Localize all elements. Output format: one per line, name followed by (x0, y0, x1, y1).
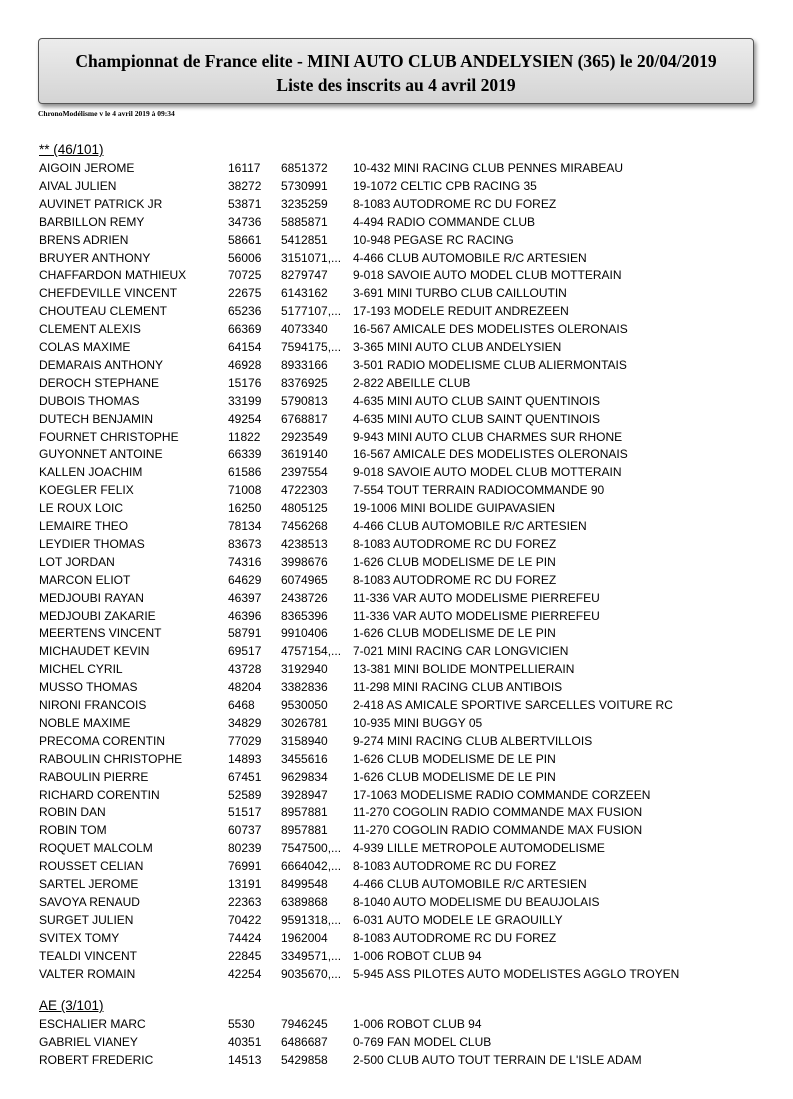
registrant-license: 2397554 (281, 465, 328, 480)
registrant-name: FOURNET CHRISTOPHE (39, 429, 179, 444)
registrant-name: BRENS ADRIEN (39, 232, 129, 247)
registrant-license: 3026781 (281, 715, 328, 730)
registrant-license: 3235259 (281, 196, 328, 211)
registrant-club: 9-018 SAVOIE AUTO MODEL CLUB MOTTERAIN (353, 268, 622, 283)
registrant-license: 9035670,... (281, 966, 342, 981)
registrant-license: 5177107,... (281, 304, 342, 319)
registrant-club: 19-1072 CELTIC CPB RACING 35 (353, 178, 537, 193)
registrant-name: ESCHALIER MARC (39, 1017, 146, 1031)
registrant-name: KOEGLER FELIX (39, 483, 134, 498)
registrant-number: 16250 (228, 501, 262, 516)
table-row (39, 821, 739, 839)
table-row (39, 535, 739, 553)
generation-timestamp: ChronoModélisme v le 4 avril 2019 à 09:34 (38, 109, 175, 118)
table-row (39, 177, 739, 195)
table-row (39, 428, 739, 446)
table-row (39, 499, 739, 517)
registrant-name: ROQUET MALCOLM (39, 841, 153, 856)
registrant-number: 43728 (228, 662, 262, 677)
section-title: ** (46/101) (39, 142, 104, 157)
registrant-license: 3192940 (281, 662, 328, 677)
registrant-name: ROBIN TOM (39, 823, 107, 838)
registrant-number: 38272 (228, 178, 262, 193)
registrant-name: MEERTENS VINCENT (39, 626, 162, 641)
registrant-license: 4073340 (281, 322, 328, 337)
registrant-name: ROBIN DAN (39, 805, 106, 820)
registrant-license: 7946245 (281, 1017, 328, 1031)
registrant-number: 46397 (228, 590, 262, 605)
registrant-license: 8957881 (281, 805, 328, 820)
registrant-number: 80239 (228, 841, 262, 856)
table-row (39, 750, 739, 768)
registrant-club: 4-939 LILLE METROPOLE AUTOMODELISME (353, 841, 605, 856)
registrant-number: 34736 (228, 214, 262, 229)
registrant-license: 9530050 (281, 698, 328, 712)
registrant-license: 6768817 (281, 411, 328, 426)
registrant-name: LE ROUX LOIC (39, 501, 124, 516)
registrant-name: DUTECH BENJAMIN (39, 411, 154, 426)
registrant-club: 8-1083 AUTODROME RC DU FOREZ (353, 930, 557, 945)
registrant-license: 4757154,... (281, 644, 342, 659)
registrant-number: 76991 (228, 859, 262, 874)
registrant-license: 3619140 (281, 447, 328, 462)
registrant-number: 66369 (228, 322, 262, 337)
registrant-license: 6389868 (281, 894, 328, 909)
registrant-name: LEYDIER THOMAS (39, 536, 145, 551)
registrant-club: 17-1063 MODELISME RADIO COMMANDE CORZEEN (353, 787, 651, 802)
registrant-number: 83673 (228, 536, 262, 551)
registrant-club: 10-432 MINI RACING CLUB PENNES MIRABEAU (353, 161, 624, 175)
registrant-license: 5429858 (281, 1052, 328, 1067)
registrant-license: 3158940 (281, 733, 328, 748)
table-row (39, 517, 739, 535)
registrant-club: 2-500 CLUB AUTO TOUT TERRAIN DE L'ISLE ADAM (353, 1052, 642, 1067)
table-row (39, 642, 739, 660)
registrant-number: 71008 (228, 483, 262, 498)
table-row (39, 839, 739, 857)
registrant-number: 33199 (228, 393, 262, 408)
registrant-club: 2-822 ABEILLE CLUB (353, 375, 471, 390)
registrant-name: MICHEL CYRIL (39, 662, 123, 677)
registrant-number: 66339 (228, 447, 262, 462)
registrant-number: 22675 (228, 286, 262, 301)
table-row (39, 338, 739, 356)
table-row (39, 445, 739, 463)
registrant-number: 14893 (228, 751, 262, 766)
registrant-number: 58791 (228, 626, 262, 641)
table-row (39, 1033, 739, 1051)
registrant-name: BARBILLON REMY (39, 214, 145, 229)
table-row (39, 803, 739, 821)
registrant-name: MEDJOUBI ZAKARIE (39, 608, 156, 623)
registrant-license: 2923549 (281, 429, 328, 444)
registrant-club: 11-336 VAR AUTO MODELISME PIERREFEU (353, 608, 600, 623)
registrant-club: 10-935 MINI BUGGY 05 (353, 715, 483, 730)
table-row (39, 1015, 739, 1033)
registrant-club: 4-466 CLUB AUTOMOBILE R/C ARTESIEN (353, 877, 587, 891)
registrant-club: 0-769 FAN MODEL CLUB (353, 1034, 492, 1049)
registrant-name: NIRONI FRANCOIS (39, 698, 147, 712)
document-header (38, 38, 754, 104)
table-row (39, 1051, 739, 1069)
registrant-name: BRUYER ANTHONY (39, 250, 151, 265)
table-row (39, 195, 739, 213)
registrant-name: SAVOYA RENAUD (39, 894, 140, 909)
registrant-club: 1-626 CLUB MODELISME DE LE PIN (353, 626, 556, 641)
registrant-name: CHAFFARDON MATHIEUX (39, 268, 187, 283)
registrant-number: 52589 (228, 787, 262, 802)
registrant-number: 48204 (228, 680, 262, 695)
registrant-name: DUBOIS THOMAS (39, 393, 140, 408)
registrant-license: 1962004 (281, 930, 328, 945)
registrant-name: KALLEN JOACHIM (39, 465, 143, 480)
registrant-license: 9629834 (281, 769, 328, 784)
registrant-number: 74424 (228, 930, 262, 945)
registrant-license: 8499548 (281, 877, 328, 891)
registrant-license: 5790813 (281, 393, 328, 408)
registrant-name: DEROCH STEPHANE (39, 375, 160, 390)
registrant-name: ROBERT FREDERIC (39, 1052, 154, 1067)
registrant-club: 3-691 MINI TURBO CLUB CAILLOUTIN (353, 286, 567, 301)
registrant-license: 9910406 (281, 626, 328, 641)
registrant-club: 4-494 RADIO COMMANDE CLUB (353, 214, 536, 229)
registrant-club: 3-365 MINI AUTO CLUB ANDELYSIEN (353, 340, 562, 354)
registrant-number: 5530 (228, 1017, 255, 1031)
registrant-number: 16117 (228, 161, 261, 175)
registrant-club: 1-626 CLUB MODELISME DE LE PIN (353, 751, 556, 766)
registrant-license: 6664042,... (281, 859, 342, 874)
table-row (39, 660, 739, 678)
table-row (39, 249, 739, 267)
registrant-license: 5730991 (281, 178, 328, 193)
registrant-number: 65236 (228, 304, 262, 319)
registrant-club: 8-1083 AUTODROME RC DU FOREZ (353, 572, 557, 587)
registrant-name: CLEMENT ALEXIS (39, 322, 141, 337)
registrant-number: 46928 (228, 357, 262, 372)
registrant-license: 2438726 (281, 590, 328, 605)
registrant-license: 4805125 (281, 501, 328, 516)
registrant-name: COLAS MAXIME (39, 340, 131, 354)
registrant-club: 11-336 VAR AUTO MODELISME PIERREFEU (353, 590, 600, 605)
registrant-license: 6074965 (281, 572, 328, 587)
registrant-name: SURGET JULIEN (39, 912, 134, 927)
registrant-license: 8365396 (281, 608, 328, 623)
registrant-license: 8933166 (281, 357, 328, 372)
registrant-number: 14513 (228, 1052, 262, 1067)
registrant-name: NOBLE MAXIME (39, 715, 131, 730)
registrant-name: RABOULIN CHRISTOPHE (39, 751, 183, 766)
registrant-club: 16-567 AMICALE DES MODELISTES OLERONAIS (353, 322, 628, 337)
registrant-club: 7-021 MINI RACING CAR LONGVICIEN (353, 644, 569, 659)
registrant-name: AIVAL JULIEN (39, 178, 117, 193)
table-row (39, 893, 739, 911)
registrant-number: 6468 (228, 698, 255, 712)
registrant-name: CHEFDEVILLE VINCENT (39, 286, 178, 301)
registrant-club: 19-1006 MINI BOLIDE GUIPAVASIEN (353, 501, 556, 516)
table-row (39, 607, 739, 625)
registrant-number: 46396 (228, 608, 262, 623)
registrant-license: 3928947 (281, 787, 328, 802)
table-row (39, 481, 739, 499)
registrant-name: GABRIEL VIANEY (39, 1034, 138, 1049)
table-row (39, 320, 739, 338)
registrant-club: 1-626 CLUB MODELISME DE LE PIN (353, 554, 556, 569)
table-row (39, 786, 739, 804)
registrant-number: 69517 (228, 644, 262, 659)
registrant-number: 22845 (228, 948, 262, 963)
document-subtitle: Liste des inscrits au 4 avril 2019 (276, 75, 516, 95)
registrant-club: 3-501 RADIO MODELISME CLUB ALIERMONTAIS (353, 357, 627, 372)
registrant-license: 7547500,... (281, 841, 342, 856)
registrant-license: 7594175,... (281, 340, 342, 354)
registrant-number: 70422 (228, 912, 262, 927)
registrant-name: MICHAUDET KEVIN (39, 644, 150, 659)
registrant-name: RICHARD CORENTIN (39, 787, 160, 802)
registrant-license: 6486687 (281, 1034, 328, 1049)
registrant-license: 4722303 (281, 483, 328, 498)
registrant-number: 74316 (228, 554, 262, 569)
registrant-name: GUYONNET ANTOINE (39, 447, 163, 462)
registrant-club: 10-948 PEGASE RC RACING (353, 232, 514, 247)
registrant-license: 3382836 (281, 680, 328, 695)
table-row (39, 571, 739, 589)
table-row (39, 929, 739, 947)
registrant-number: 56006 (228, 250, 262, 265)
registrant-club: 9-274 MINI RACING CLUB ALBERTVILLOIS (353, 733, 593, 748)
registrant-name: VALTER ROMAIN (39, 966, 136, 981)
registrant-club: 2-418 AS AMICALE SPORTIVE SARCELLES VOITURE RC (353, 698, 673, 712)
registrant-number: 78134 (228, 519, 262, 533)
registrant-name: SVITEX TOMY (39, 930, 120, 945)
registrant-license: 8376925 (281, 375, 328, 390)
registrant-number: 64629 (228, 572, 262, 587)
registrant-license: 4238513 (281, 536, 328, 551)
registrant-license: 3455616 (281, 751, 328, 766)
table-row (39, 589, 739, 607)
registrant-club: 4-635 MINI AUTO CLUB SAINT QUENTINOIS (353, 411, 600, 426)
registrant-name: DEMARAIS ANTHONY (39, 357, 164, 372)
table-row (39, 714, 739, 732)
registrant-name: MEDJOUBI RAYAN (39, 590, 144, 605)
registrant-name: TEALDI VINCENT (39, 948, 138, 963)
registrant-name: AIGOIN JEROME (39, 161, 135, 175)
registrant-number: 61586 (228, 465, 262, 480)
registrant-club: 4-466 CLUB AUTOMOBILE R/C ARTESIEN (353, 519, 587, 533)
registrant-license: 6851372 (281, 161, 328, 175)
registrant-club: 4-635 MINI AUTO CLUB SAINT QUENTINOIS (353, 393, 600, 408)
registrant-number: 53871 (228, 196, 262, 211)
table-row (39, 159, 739, 177)
table-row (39, 857, 739, 875)
registrant-club: 7-554 TOUT TERRAIN RADIOCOMMANDE 90 (353, 483, 605, 498)
table-row (39, 410, 739, 428)
registrant-club: 11-270 COGOLIN RADIO COMMANDE MAX FUSION (353, 805, 643, 820)
registrant-club: 11-298 MINI RACING CLUB ANTIBOIS (353, 680, 563, 695)
table-row (39, 965, 739, 983)
table-row (39, 732, 739, 750)
table-row (39, 231, 739, 249)
table-row (39, 947, 739, 965)
registrant-number: 70725 (228, 268, 262, 283)
registrant-license: 8957881 (281, 823, 328, 838)
registrant-club: 8-1083 AUTODROME RC DU FOREZ (353, 536, 557, 551)
registrant-name: CHOUTEAU CLEMENT (39, 304, 168, 319)
table-row (39, 911, 739, 929)
registrant-name: LEMAIRE THEO (39, 519, 129, 533)
table-row (39, 392, 739, 410)
registrant-license: 3151071,... (281, 250, 342, 265)
table-row (39, 624, 739, 642)
registrant-license: 7456268 (281, 519, 328, 533)
registrant-club: 11-270 COGOLIN RADIO COMMANDE MAX FUSION (353, 823, 643, 838)
registrant-club: 16-567 AMICALE DES MODELISTES OLERONAIS (353, 447, 628, 462)
registrant-number: 64154 (228, 340, 262, 354)
registrant-license: 5412851 (281, 232, 328, 247)
table-row (39, 875, 739, 893)
registrant-club: 8-1083 AUTODROME RC DU FOREZ (353, 196, 557, 211)
registrant-club: 1-006 ROBOT CLUB 94 (353, 948, 482, 963)
registrant-license: 3349571,... (281, 948, 342, 963)
registrant-number: 51517 (228, 805, 262, 820)
registrant-license: 5885871 (281, 214, 328, 229)
registrant-license: 6143162 (281, 286, 328, 301)
table-row (39, 302, 739, 320)
registrant-name: ROUSSET CELIAN (39, 859, 144, 874)
registrant-club: 5-945 ASS PILOTES AUTO MODELISTES AGGLO TROYEN (353, 966, 680, 981)
registrant-license: 8279747 (281, 268, 328, 283)
table-row (39, 768, 739, 786)
registrant-number: 49254 (228, 411, 262, 426)
registrant-number: 42254 (228, 966, 262, 981)
table-row (39, 213, 739, 231)
table-row (39, 678, 739, 696)
section-title: AE (3/101) (39, 998, 104, 1013)
registrant-number: 77029 (228, 733, 262, 748)
registrant-number: 11822 (228, 429, 261, 444)
registrant-club: 6-031 AUTO MODELE LE GRAOUILLY (353, 912, 563, 927)
table-row (39, 696, 739, 714)
registrant-club: 1-006 ROBOT CLUB 94 (353, 1017, 482, 1031)
registrant-license: 9591318,... (281, 912, 342, 927)
registrant-club: 4-466 CLUB AUTOMOBILE R/C ARTESIEN (353, 250, 587, 265)
registrant-club: 13-381 MINI BOLIDE MONTPELLIERAIN (353, 662, 575, 677)
document-title: Championnat de France elite - MINI AUTO CLUB ANDELYSIEN (365) le 20/04/2019 (75, 51, 717, 71)
registrant-number: 60737 (228, 823, 262, 838)
registrant-club: 17-193 MODELE REDUIT ANDREZEEN (353, 304, 569, 319)
registrant-club: 1-626 CLUB MODELISME DE LE PIN (353, 769, 556, 784)
table-row (39, 463, 739, 481)
registrant-number: 34829 (228, 715, 262, 730)
registrant-number: 40351 (228, 1034, 262, 1049)
registrant-number: 67451 (228, 769, 262, 784)
registrant-number: 13191 (228, 877, 262, 891)
registrant-name: SARTEL JEROME (39, 877, 139, 891)
registrant-number: 22363 (228, 894, 262, 909)
registrant-name: MUSSO THOMAS (39, 680, 138, 695)
registrant-club: 9-018 SAVOIE AUTO MODEL CLUB MOTTERAIN (353, 465, 622, 480)
registrant-name: RABOULIN PIERRE (39, 769, 149, 784)
registrant-license: 3998676 (281, 554, 328, 569)
registrant-number: 58661 (228, 232, 262, 247)
registrant-club: 8-1040 AUTO MODELISME DU BEAUJOLAIS (353, 894, 600, 909)
registrant-name: MARCON ELIOT (39, 572, 131, 587)
table-row (39, 356, 739, 374)
registrant-name: AUVINET PATRICK JR (39, 196, 163, 211)
table-row (39, 284, 739, 302)
registrant-club: 8-1083 AUTODROME RC DU FOREZ (353, 859, 557, 874)
registrant-number: 15176 (228, 375, 262, 390)
registrant-name: PRECOMA CORENTIN (39, 733, 166, 748)
registrant-name: LOT JORDAN (39, 554, 115, 569)
table-row (39, 553, 739, 571)
registrant-club: 9-943 MINI AUTO CLUB CHARMES SUR RHONE (353, 429, 623, 444)
table-row (39, 266, 739, 284)
table-row (39, 374, 739, 392)
